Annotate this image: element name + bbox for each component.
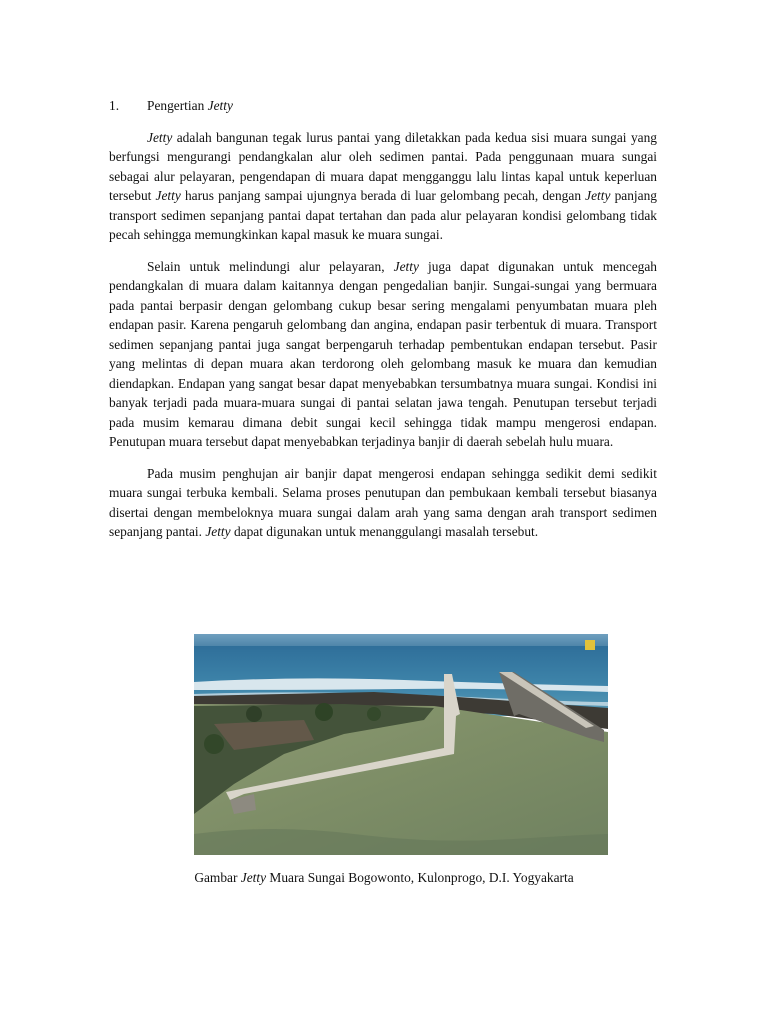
paragraph-3 — [109, 464, 657, 542]
sky-band — [194, 634, 608, 646]
text-run: harus panjang sampai ujungnya berada di luar gelombang pecah, dengan — [180, 188, 586, 203]
tree — [246, 706, 262, 722]
text-run: panjang transport sedimen sepanjang pantai dapat tertahan dan pada alur pelayaran kondisi gelombang tidak pecah sehingga memungkinkan kapal masuk ke muara sungai. — [109, 188, 657, 242]
section-heading — [109, 96, 657, 116]
photo-illustration — [194, 634, 608, 855]
italic-term: Jetty — [205, 524, 231, 539]
section-number: 1. — [109, 98, 120, 113]
caption-prefix: Gambar — [194, 870, 241, 885]
document-body — [109, 96, 657, 554]
text-run: dapat digunakan untuk menanggulangi masalah tersebut. — [230, 524, 539, 539]
caption-suffix: Muara Sungai Bogowonto, Kulonprogo, D.I. Yogyakarta — [266, 870, 574, 885]
figure-caption — [0, 868, 768, 887]
text-run: Selain untuk melindungi alur pelayaran, — [147, 258, 394, 274]
italic-term: Jetty — [585, 188, 611, 203]
paragraph-1 — [109, 128, 657, 245]
text-run: juga dapat digunakan untuk mencegah pendangkalan di muara dalam kaitannya dengan pengedalian banjir. Sungai-sungai yang bermuara pada pantai berpasir dengan gelombang cukup besar sering mengalami penyumbatan muara pleh endapan pasir. Karena pengaruh gelombang dan angina, endapan pasir terbentuk di muara. Transport sedimen sepanjang pantai juga sangat berpengaruh terhadap pembentukan endapan tersebut. Pasir yang melintas di depan muara akan terdorong oleh gelombang masuk ke muara dan kemudian diendapkan. Endapan yang sangat besar dapat menyebabkan tersumbatnya muara sungai. Kondisi ini banyak terjadi pada muara-muara sungai di pantai selatan jawa tengah. Penutupan tersebut terjadi pada musim kemarau dimana debit sungai kecil sehingga tidak mampu mengerosi endapan. Penutupan muara tersebut dapat menyebabkan terjadinya banjir di daerah sebelah hulu muara. — [109, 258, 657, 449]
section-title-prefix: Pengertian — [147, 98, 208, 113]
caption-italic: Jetty — [240, 870, 267, 885]
section-title-italic: Jetty — [207, 98, 233, 113]
tree — [315, 703, 333, 721]
logo-mark — [585, 640, 595, 650]
text-run: Pada musim penghujan air banjir dapat mengerosi endapan sehingga sedikit demi sedikit muara sungai terbuka kembali. Selama proses penutupan dan pembukaan kembali tersebut biasanya disertai dengan membeloknya muara sungai dalam arah yang sama dengan arah transport sedimen sepanjang pantai. — [109, 465, 657, 539]
text-run: adalah bangunan tegak lurus pantai yang diletakkan pada kedua sisi muara sungai yang berfungsi mengurangi pendangkalan alur oleh sedimen pantai. Pada penggunaan muara sungai sebagai alur pelayaran, pengendapan di muara dapat mengganggu lalu lintas kapal untuk keperluan tersebut — [109, 129, 657, 203]
tree — [204, 734, 224, 754]
jetty-aerial-photo — [194, 634, 608, 855]
italic-term: Jetty — [393, 258, 419, 274]
italic-term: Jetty — [155, 188, 181, 203]
paragraph-2 — [109, 257, 657, 452]
italic-term: Jetty — [147, 129, 173, 145]
tree — [367, 707, 381, 721]
